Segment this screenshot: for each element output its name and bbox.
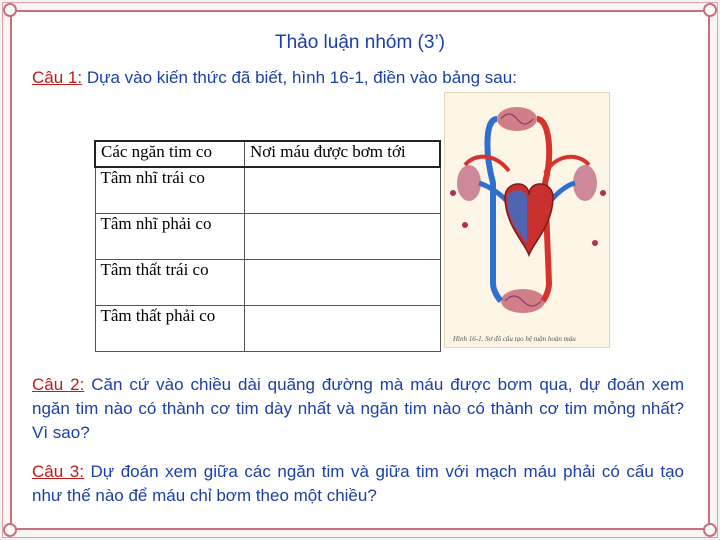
label-marker xyxy=(450,190,456,196)
right-lung-capillary xyxy=(573,165,597,201)
frame-corner-ornament xyxy=(703,3,717,17)
question-2-text: Căn cứ vào chiều dài quãng đường mà máu được bơm qua, dự đoán xem ngăn tim nào có thành cơ tim dày nhất và ngăn tim nào có thành cơ tim mỏng nhất? Vì sao? xyxy=(32,375,684,442)
label-marker xyxy=(462,222,468,228)
table-row xyxy=(95,260,440,306)
question-1 xyxy=(32,66,672,90)
table-cell-chamber: Tâm thất phải co xyxy=(95,306,245,352)
question-3-label: Câu 3: xyxy=(32,462,84,481)
table-cell-destination[interactable] xyxy=(245,167,441,214)
question-2-label: Câu 2: xyxy=(32,375,85,394)
question-1-text: Dựa vào kiến thức đã biết, hình 16-1, điền vào bảng sau: xyxy=(82,68,517,87)
frame-corner-ornament xyxy=(703,523,717,537)
table-cell-chamber: Tâm thất trái co xyxy=(95,260,245,306)
figure-caption: Hình 16-1. Sơ đồ cấu tạo hệ tuần hoàn máu xyxy=(453,335,576,343)
table-row xyxy=(95,167,440,214)
frame-corner-ornament xyxy=(3,3,17,17)
question-3-text: Dự đoán xem giữa các ngăn tim và giữa tim với mạch máu phải có cấu tạo như thế nào để máu chỉ bơm theo một chiều? xyxy=(32,462,684,505)
label-marker xyxy=(592,240,598,246)
question-2 xyxy=(32,373,684,445)
table-row xyxy=(95,214,440,260)
table-cell-destination[interactable] xyxy=(245,306,441,352)
table-header-row xyxy=(95,141,440,167)
table-cell-destination[interactable] xyxy=(245,214,441,260)
circulatory-diagram-svg xyxy=(445,93,611,349)
slide-title: Thảo luận nhóm (3’) xyxy=(274,32,446,53)
table-cell-destination[interactable] xyxy=(245,260,441,306)
left-lung-capillary xyxy=(457,165,481,201)
question-3 xyxy=(32,460,684,508)
question-1-label: Câu 1: xyxy=(32,68,83,87)
frame-corner-ornament xyxy=(3,523,17,537)
table-header-chamber: Các ngăn tim co xyxy=(95,141,245,167)
table-cell-chamber: Tâm nhĩ phải co xyxy=(95,214,245,260)
table-row xyxy=(95,306,440,352)
vena-cava-vessel xyxy=(487,119,501,301)
table-cell-chamber: Tâm nhĩ trái co xyxy=(95,167,245,214)
answer-table xyxy=(94,140,441,352)
label-marker xyxy=(600,190,606,196)
table-header-destination: Nơi máu được bơm tới xyxy=(245,141,441,167)
circulatory-system-diagram xyxy=(444,92,610,348)
